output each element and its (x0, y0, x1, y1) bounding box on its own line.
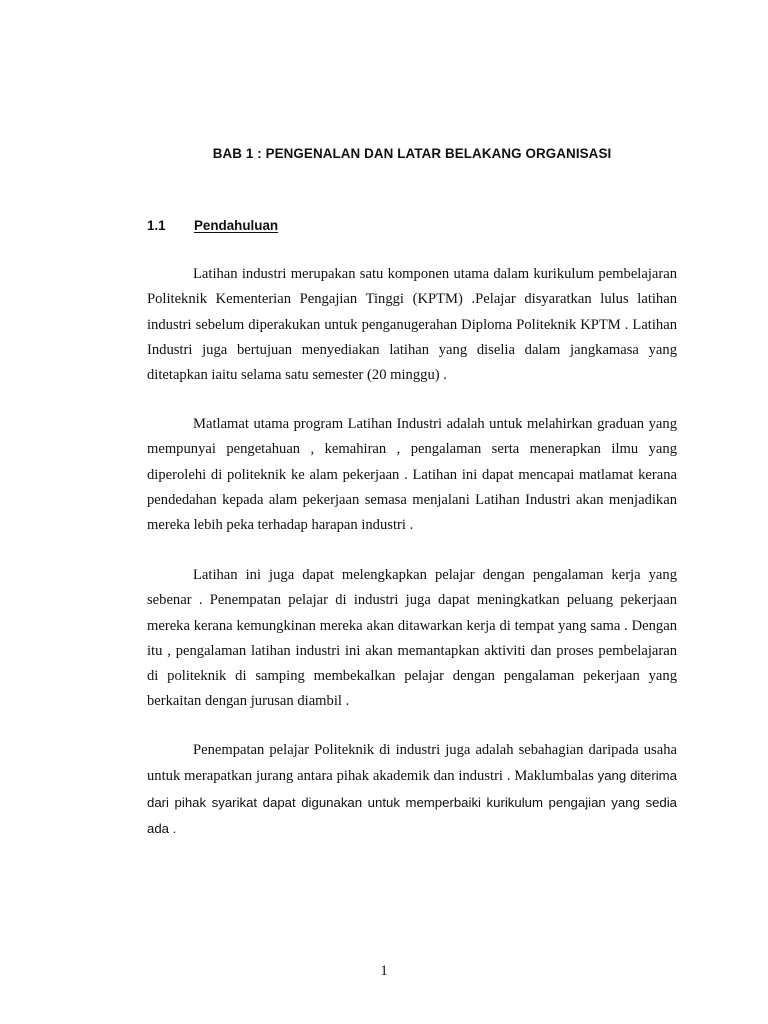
section-title: Pendahuluan (194, 218, 279, 233)
paragraph-3: Latihan ini juga dapat melengkapkan pelajar dengan pengalaman kerja yang sebenar . Penempatan pelajar di industri juga dapat meningkatkan peluang pekerjaan mereka kerana kemungkinan mereka akan ditawarkan kerja di tempat yang sama . Dengan itu , pengalaman latihan industri ini akan memantapkan aktiviti dan proses pembelajaran di politeknik di samping membekalkan pelajar dengan pengalaman pekerjaan yang berkaitan dengan jurusan diambil . (147, 567, 677, 710)
section-heading (147, 218, 677, 233)
page-number: 1 (380, 963, 388, 979)
chapter-title: BAB 1 : PENGENALAN DAN LATAR BELAKANG ORGANISASI (212, 146, 612, 161)
paragraph-4 (147, 738, 677, 842)
paragraph-2: Matlamat utama program Latihan Industri adalah untuk melahirkan graduan yang mempunyai pengetahuan , kemahiran , pengalaman serta menerapkan ilmu yang diperolehi di politeknik ke alam pekerjaan . Latihan ini dapat mencapai matlamat kerana pendedahan kepada alam pekerjaan semasa menjalani Latihan Industri akan menjadikan mereka lebih peka terhadap harapan industri . (147, 416, 677, 534)
section-number: 1.1 (147, 218, 166, 233)
paragraph-4-sans-part: yang diterima dari pihak syarikat dapat digunakan untuk memperbaiki kurikulum pengajian yang sedia ada . (147, 768, 677, 836)
paragraph-1: Latihan industri merupakan satu komponen utama dalam kurikulum pembelajaran Politeknik Kementerian Pengajian Tinggi (KPTM) .Pelajar disyaratkan lulus latihan industri sebelum diperakukan untuk penganugerahan Diploma Politeknik KPTM . Latihan Industri juga bertujuan menyediakan latihan yang diselia dalam jangkamasa yang ditetapkan iaitu selama satu semester (20 minggu) . (147, 266, 677, 384)
paragraph-4-serif-part: Penempatan pelajar Politeknik di industri juga adalah sebahagian daripada usaha untuk merapatkan jurang antara pihak akademik dan industri . Maklumbalas (147, 742, 677, 785)
